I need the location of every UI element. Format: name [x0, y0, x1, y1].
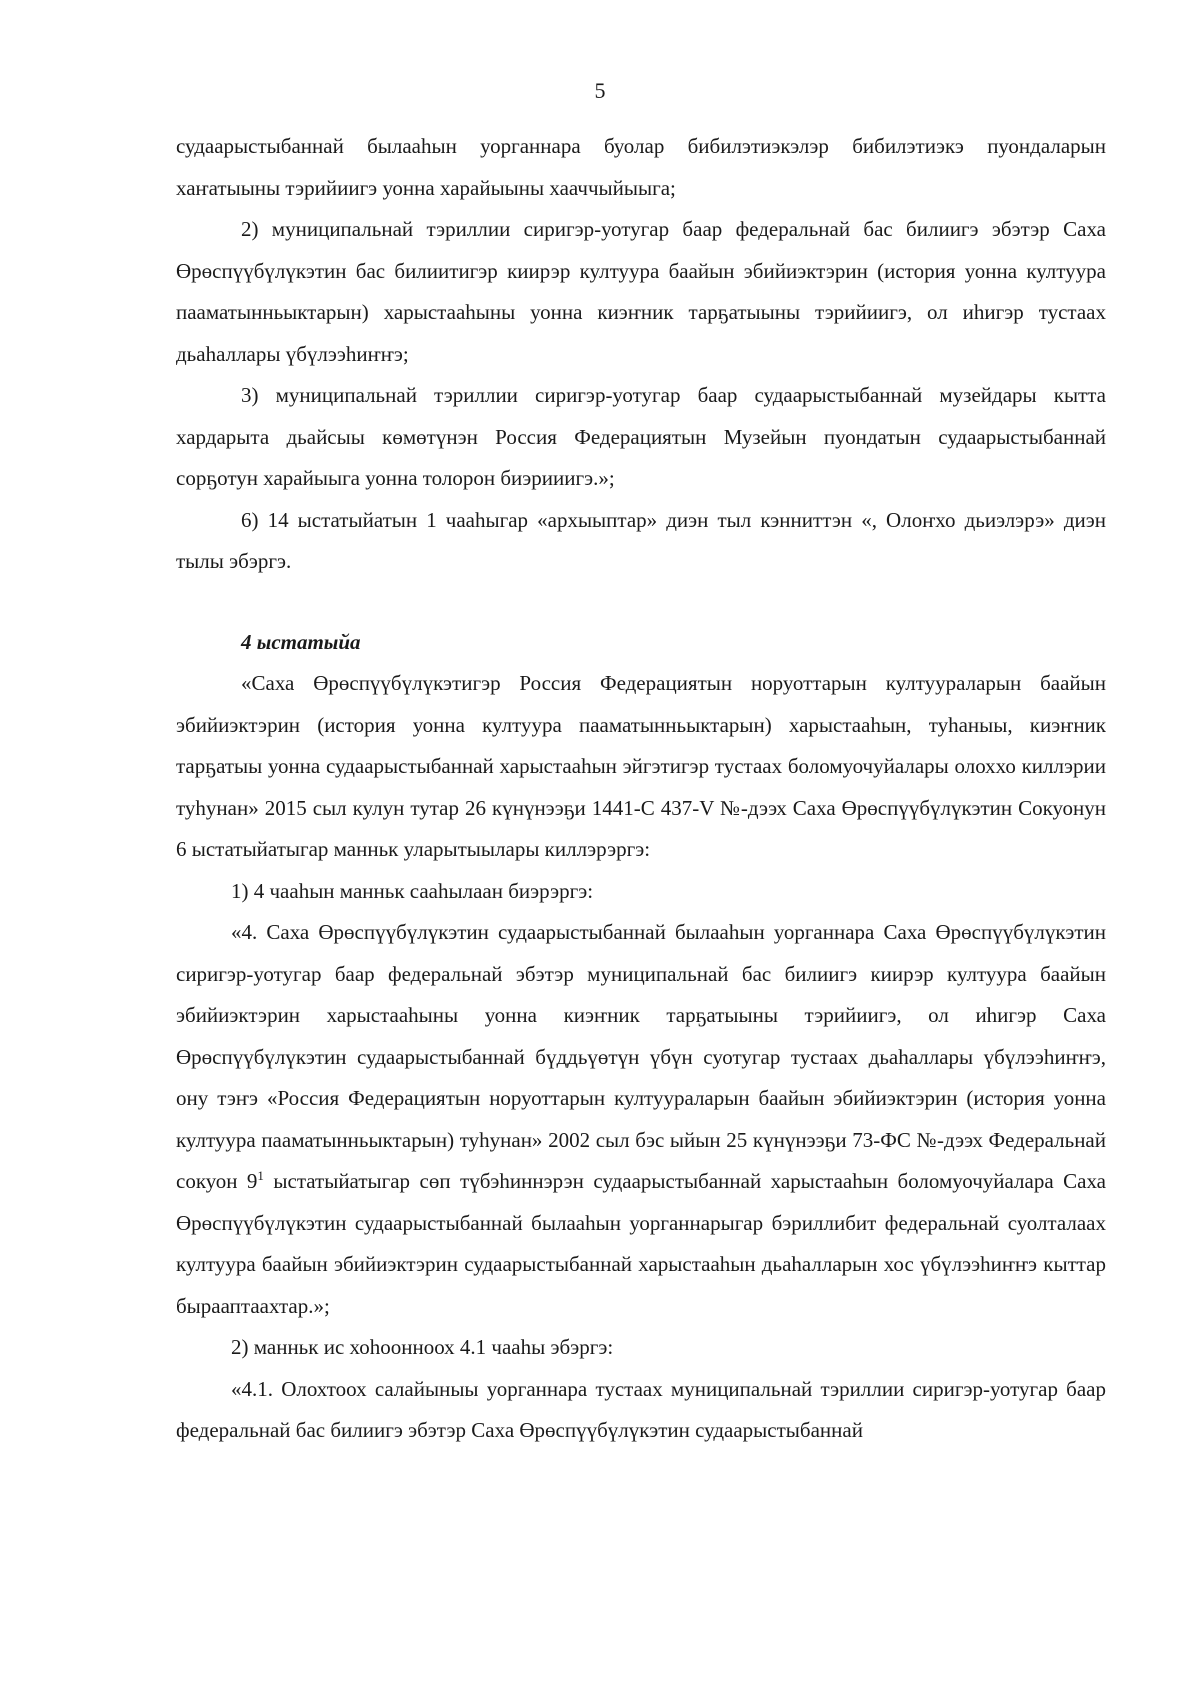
paragraph: «4.1. Олохтоох салайыныы уорганнара тустаах муниципальнай тэриллии сиригэр-уотугар баар федеральнай бас билиигэ эбэтэр Саха Өрөспүүбүлүкэтин судаарыстыбаннай — [176, 1376, 1106, 1442]
paragraph: «Саха Өрөспүүбүлүкэтигэр Россия Федерациятын норуоттарын култуураларын баайын эбийиэктэрин (история уонна култуура пааматынньыктарын) харыстааһын, туһаныы, киэҥник тарҕатыы уонна судаарыстыбаннай харыстааһын эйгэтигэр тустаах боломуочуйалары олоххо киллэрии туһунан» 2015 сыл кулун тутар 26 күнүнээҕи 1441-С 437-V №-дээх Саха Өрөспүүбүлүкэтин Сокуонун 6 ыстатыйатыгар манньк уларытыылары киллэрэргэ: — [176, 671, 1106, 861]
paragraph: 6) 14 ыстатыйатын 1 чааһыгар «архыыптар» диэн тыл кэнниттэн «, Олоҥхо дьиэлэрэ» диэн тылы эбэргэ. — [176, 507, 1106, 573]
paragraph: 3) муниципальнай тэриллии сиригэр-уотугар баар судаарыстыбаннай музейдары кытта хардарыта дьайсыы көмөтүнэн Россия Федерациятын Музейын пуондатын судаарыстыбаннай сорҕотун харайыыга уонна толорон биэрииигэ.»; — [176, 383, 1106, 490]
paragraph: 2) манньк ис хоһоонноох 4.1 чааһы эбэргэ: — [231, 1335, 614, 1359]
page-number: 5 — [594, 78, 606, 103]
paragraph: судаарыстыбаннай былааһын уорганнара буолар бибилэтиэкэлэр бибилэтиэкэ пуондаларын хаҥатыыны тэрийиигэ уонна харайыыны хааччыйыыга; — [176, 134, 1106, 200]
paragraph-text: «4. Саха Өрөспүүбүлүкэтин судаарыстыбаннай былааһын уорганнара Саха Өрөспүүбүлүкэтин сиригэр-уотугар баар федеральнай эбэтэр муниципальнай бас билиигэ киирэр култуура баайын эбийиэктэрин харыстааһыны уонна киэҥник тарҕатыыны тэрийиигэ, ол иһигэр Саха Өрөспүүбүлүкэтин судаарыстыбаннай бүддьүөтүн үбүн суотугар тустаах дьаһаллары үбүлээһиҥҥэ, ону тэҥэ «Россия Федерациятын норуоттарын култуураларын баайын эбийиэктэрин (история уонна култуура пааматынньыктарын) туһунан» 2002 сыл бэс ыйын 25 күнүнээҕи 73-ФС №-дээх Федеральнай сокуон 9 — [176, 920, 1106, 1193]
section-heading: 4 ыстатыйа — [241, 629, 361, 654]
paragraph: 1) 4 чааһын манньк сааһылаан биэрэргэ: — [231, 878, 594, 903]
paragraph — [176, 912, 1106, 1327]
document-body — [176, 126, 1106, 1452]
superscript: 1 — [257, 1168, 264, 1183]
paragraph-text: ыстатыйатыгар сөп түбэһиннэрэн судаарыстыбаннай харыстааһын боломуочуйалара Саха Өрөспүүбүлүкэтин судаарыстыбаннай былааһын уорганнарыгар бэриллибит федеральнай суолталаах култуура баайын эбийиэктэрин судаарыстыбаннай харыстааһын дьаһалларын хос үбүлээһиҥҥэ кыттар бырааптаахтар.»; — [176, 1169, 1106, 1318]
paragraph: 2) муниципальнай тэриллии сиригэр-уотугар баар федеральнай бас билиигэ эбэтэр Саха Өрөспүүбүлүкэтин бас билиитигэр киирэр култуура баайын эбийиэктэрин (история уонна култуура пааматынньыктарын) харыстааһыны уонна киэҥник тарҕатыыны тэрийиигэ, ол иһигэр тустаах дьаһаллары үбүлээһиҥҥэ; — [176, 217, 1106, 366]
